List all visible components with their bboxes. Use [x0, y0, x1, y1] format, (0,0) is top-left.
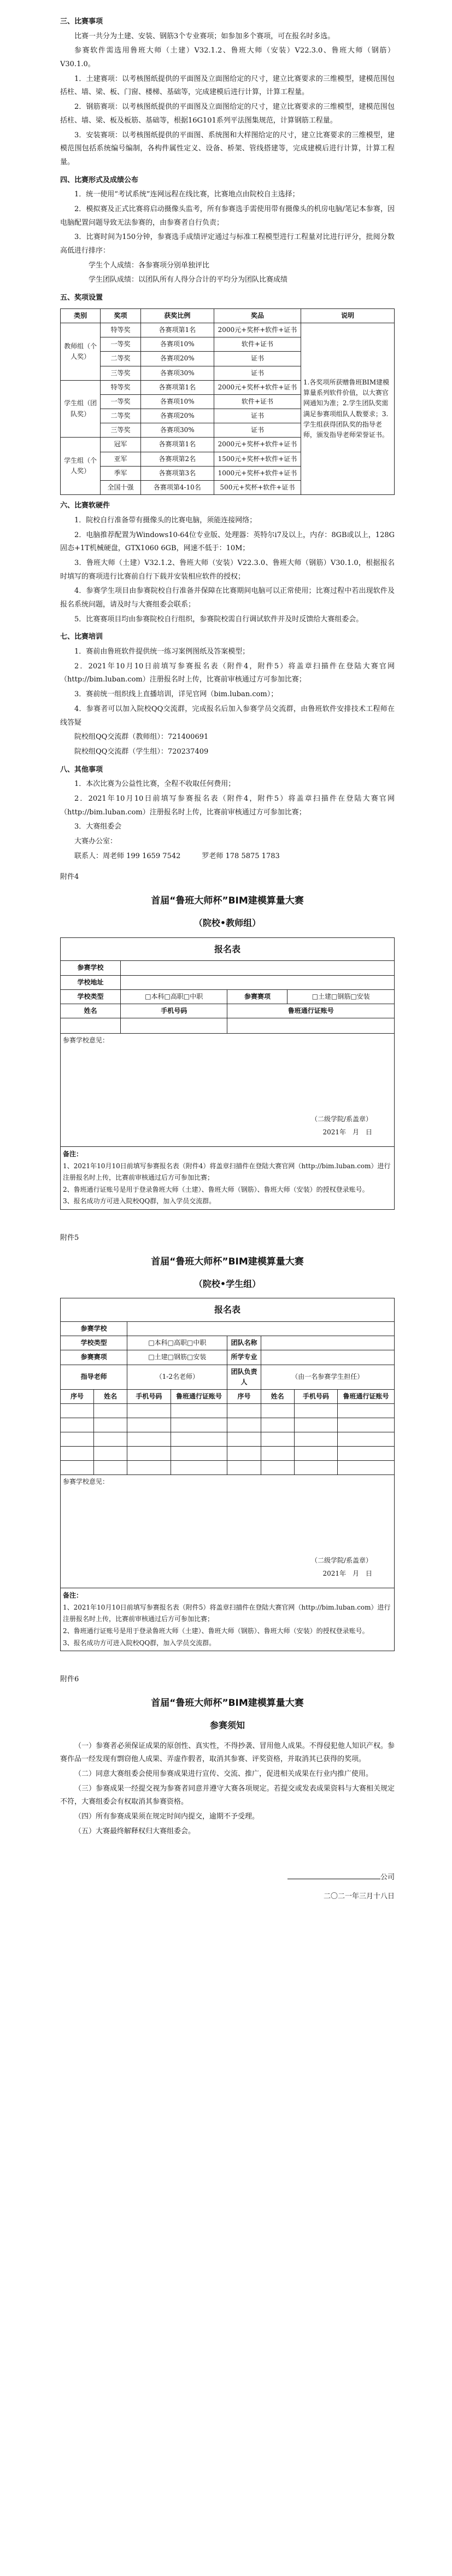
name-field[interactable]: [61, 1018, 121, 1034]
table-row: [61, 1404, 395, 1418]
cell[interactable]: [94, 1418, 127, 1432]
paragraph: 1．赛前由鲁班软件提供统一练习案例图纸及答案模型；: [74, 648, 250, 656]
phone-field[interactable]: [120, 1018, 227, 1034]
paragraph: 2．模拟赛及正式比赛将启动摄像头监考，所有参赛选手需使用带有摄像头的机房电脑/笔记本参赛，因电脑配置问题导致无法参赛的，由参赛者自行负责；: [60, 205, 395, 227]
qq-group-teacher: 院校组QQ交流群（教师组）：721400691: [74, 733, 209, 742]
school-opinion-cell: [61, 1475, 395, 1588]
cell[interactable]: [294, 1418, 337, 1432]
column-header: 鲁班通行证账号: [171, 1389, 227, 1403]
paragraph: 1．院校自行准备带有摄像头的比赛电脑，须能连接网络；: [74, 516, 257, 524]
table-cell: 各赛项10%: [140, 394, 214, 409]
cell[interactable]: [261, 1404, 294, 1418]
note-item: 1、2021年10月10日前填写参赛报名表（附件5）将盖章扫描件在登陆大赛官网（http://bim.luban.com）进行注册报名时上传，比赛前审核通过后方可参加比赛；: [63, 1603, 391, 1623]
paragraph: （五）大赛最终解释权归大赛组委会。: [74, 1827, 196, 1835]
form-label: 姓名: [61, 1004, 121, 1018]
section-5-title: 五、奖项设置: [60, 294, 103, 302]
table-cell: 软件+证书: [214, 337, 301, 352]
paragraph: 5．比赛赛项目均由参赛院校自行组织，参赛院校需自行调试软件并及时反馈给大赛组委会。: [74, 615, 363, 623]
table-cell: 亚军: [101, 452, 140, 466]
form-label: 参赛赛项: [61, 1350, 127, 1365]
paragraph: （四）所有参赛成果须在规定时间内提交，逾期不予受理。: [74, 1812, 260, 1821]
table-row: [61, 1461, 395, 1475]
header-cell: 类别: [61, 308, 101, 323]
cell[interactable]: [171, 1418, 227, 1432]
teacher-hint[interactable]: （1-2名老师）: [127, 1365, 227, 1389]
header-cell: 奖品: [214, 308, 301, 323]
table-row: [61, 1432, 395, 1447]
stamp-label: （二级学院/系盖章）: [310, 1557, 372, 1565]
table-cell: 2000元+奖杯+软件+证书: [214, 323, 301, 337]
attachment-5-label: 附件5: [60, 1234, 79, 1243]
table-cell: 三等奖: [101, 423, 140, 438]
table-cell: 证书: [214, 423, 301, 438]
company-label: 公司: [380, 1873, 395, 1882]
table-header-row: [61, 308, 395, 323]
paragraph: 3．比赛时间为150分钟，参赛选手成绩评定通过与标准工程模型进行工程量对比进行评分，批阅分数高低进行排序：: [60, 233, 395, 255]
cell[interactable]: [227, 1404, 261, 1418]
cell[interactable]: [94, 1404, 127, 1418]
cell[interactable]: [61, 1447, 94, 1461]
paragraph: 大赛办公室：: [74, 837, 118, 846]
cell[interactable]: [127, 1461, 171, 1475]
table-cell: 各赛项第4-10名: [140, 481, 214, 495]
cell[interactable]: [127, 1447, 171, 1461]
column-header: 手机号码: [127, 1389, 171, 1403]
cell[interactable]: [261, 1432, 294, 1447]
paragraph: 参赛软件需选用鲁班大师（土建）V32.1.2、鲁班大师（安装）V22.3.0、鲁班大师（钢筋）V30.1.0。: [60, 46, 395, 69]
form-label: 鲁班通行证账号: [227, 1004, 395, 1018]
paragraph: 1．本次比赛为公益性比赛，全程不收取任何费用；: [74, 780, 236, 789]
table-cell: 2000元+奖杯+软件+证书: [214, 380, 301, 394]
table-cell: 证书: [214, 366, 301, 380]
table-cell: 各赛项10%: [140, 337, 214, 352]
cell[interactable]: [171, 1461, 227, 1475]
cell[interactable]: [171, 1404, 227, 1418]
cell[interactable]: [338, 1447, 395, 1461]
notes-cell: [61, 1147, 395, 1210]
table-cell: 季军: [101, 466, 140, 480]
paragraph: （三）参赛成果一经提交视为参赛者同意并遵守大赛各项规定。若提交或发表成果资料与大赛相关规定不符，大赛组委会有权取消其参赛资格。: [60, 1784, 395, 1806]
form-label: 团队名称: [227, 1336, 261, 1350]
paragraph: 3．赛前统一组织线上直播培训，详见官网（bim.luban.com）；: [74, 690, 278, 699]
opinion-label: 参赛学校意见：: [63, 1478, 109, 1486]
form-label: 手机号码: [120, 1004, 227, 1018]
cell[interactable]: [227, 1461, 261, 1475]
paragraph: 学生个人成绩：各参赛项分别单独评比: [89, 261, 210, 270]
form-label: 参赛学校: [61, 1322, 127, 1336]
date-label: 2021年 月 日: [322, 1570, 372, 1578]
cell[interactable]: [61, 1432, 94, 1447]
table-cell: 1500元+奖杯+软件+证书: [214, 452, 301, 466]
category-cell: 学生组（个人奖）: [61, 438, 101, 495]
cell[interactable]: [294, 1432, 337, 1447]
note-item: 1、2021年10月10日前填写参赛报名表（附件4）将盖章扫描件在登陆大赛官网（http://bim.luban.com）进行注册报名时上传，比赛前审核通过后方可参加比赛；: [63, 1162, 391, 1182]
signature-date: 二〇二一年三月十八日: [323, 1892, 395, 1901]
header-cell: 获奖比例: [140, 308, 214, 323]
school-field[interactable]: [120, 961, 394, 975]
school-field[interactable]: [127, 1322, 395, 1336]
cell[interactable]: [127, 1432, 171, 1447]
table-row: [61, 323, 395, 337]
opinion-label: 参赛学校意见：: [63, 1036, 109, 1045]
cell[interactable]: [227, 1432, 261, 1447]
awards-table: [60, 308, 395, 495]
event-options[interactable]: □土建□钢筋□安装: [287, 989, 395, 1004]
header-cell: 奖项: [101, 308, 140, 323]
cell[interactable]: [338, 1461, 395, 1475]
cell[interactable]: [61, 1461, 94, 1475]
category-cell: 学生组（团队奖）: [61, 380, 101, 438]
table-row: [61, 1418, 395, 1432]
section-8-title: 八、其他事项: [60, 765, 103, 774]
address-field[interactable]: [120, 975, 394, 989]
form-label: 参赛学校: [61, 961, 121, 975]
column-header: 姓名: [261, 1389, 294, 1403]
section-4-title: 四、比赛形式及成绩公布: [60, 176, 139, 184]
account-field[interactable]: [227, 1018, 395, 1034]
table-cell: 全国十强: [101, 481, 140, 495]
table-cell: 二等奖: [101, 409, 140, 423]
attachment-5-subtitle: （院校•学生组）: [193, 1279, 261, 1290]
form-label: 学校类型: [61, 1336, 127, 1350]
table-row: [61, 1447, 395, 1461]
table-cell: 三等奖: [101, 366, 140, 380]
paragraph: （一）参赛者必须保证成果的原创性、真实性，不得抄袭、冒用他人成果。不得侵犯他人知识产权。参赛作品一经发现有剽窃他人成果、弄虚作假者，取消其参赛、评奖资格，并取消其已获得的奖项。: [60, 1741, 395, 1764]
table-cell: 各赛项30%: [140, 366, 214, 380]
section-7-title: 七、比赛培训: [60, 633, 103, 642]
column-header: 序号: [61, 1389, 94, 1403]
note-item: 3、报名成功方可进入院校QQ群，加入学员交流群。: [63, 1197, 216, 1205]
student-registration-form: [60, 1298, 395, 1651]
paragraph: 2．2021年10月10日前填写参赛报名表（附件4，附件5）将盖章扫描件在登陆大赛官网（http://bim.luban.com）注册报名时上传，比赛前审核通过方可参加比赛；: [60, 794, 395, 817]
cell[interactable]: [94, 1461, 127, 1475]
cell[interactable]: [338, 1418, 395, 1432]
form-label: 所学专业: [227, 1350, 261, 1365]
notes-cell: 1.各奖项所获赠鲁班BIM建模算量系列软件价值，以大赛官网通知为准；2.学生团队奖需满足参赛项组队人数要求；3.学生组获得团队奖的指导老师，颁发指导老师荣誉证书。: [301, 323, 394, 494]
table-cell: 2000元+奖杯+软件+证书: [214, 438, 301, 452]
attachment-6-title: 首届“鲁班大师杯”BIM建模算量大赛: [151, 1697, 304, 1709]
table-cell: 各赛项第1名: [140, 380, 214, 394]
teacher-registration-form: [60, 937, 395, 1210]
table-cell: 各赛项第1名: [140, 438, 214, 452]
cell[interactable]: [127, 1404, 171, 1418]
paragraph: 2．电脑推荐配置为Windows10-64位专业版、处理器：英特尔i7及以上，内存：8GB或以上，128G固态+1T机械硬盘，GTX1060 6GB，网速不低于：10M；: [60, 531, 395, 553]
table-cell: 特等奖: [101, 380, 140, 394]
school-opinion-cell: [61, 1034, 395, 1147]
cell[interactable]: [294, 1447, 337, 1461]
column-header: 鲁班通行证账号: [338, 1389, 395, 1403]
cell[interactable]: [338, 1404, 395, 1418]
table-cell: 软件+证书: [214, 394, 301, 409]
cell[interactable]: [127, 1418, 171, 1432]
leader-hint[interactable]: （由一名参赛学生担任）: [261, 1365, 394, 1389]
qq-group-student: 院校组QQ交流群（学生组）：720237409: [74, 747, 209, 756]
major-field[interactable]: [261, 1350, 394, 1365]
section-3-title: 三、比赛事项: [60, 18, 103, 26]
form-title: 报名表: [61, 937, 395, 961]
school-type-options[interactable]: □本科□高职□中职: [127, 1336, 227, 1350]
column-header: 序号: [227, 1389, 261, 1403]
cell[interactable]: [94, 1432, 127, 1447]
paragraph: 比赛一共分为土建、安装、钢筋3个专业赛项；如参加多个赛项，可在报名时多选。: [74, 32, 335, 40]
cell[interactable]: [261, 1447, 294, 1461]
note-item: 2、鲁班通行证账号是用于登录鲁班大师（土建）、鲁班大师（钢筋）、鲁班大师（安装）的授权登录账号。: [63, 1185, 369, 1193]
table-cell: 500元+奖杯+软件+证书: [214, 481, 301, 495]
cell[interactable]: [261, 1418, 294, 1432]
notes-title: 备注：: [63, 1150, 83, 1158]
paragraph: 3．安装赛项：以考核图纸提供的平面图、系统图和大样图给定的尺寸，建立比赛要求的三维模型，建模范围包括系统编号编制，各构件属性定义、设备、桥架、管线搭建等，完成建模后进行计算，计算工程量。: [60, 131, 395, 166]
attachment-6-label: 附件6: [60, 1675, 79, 1684]
table-cell: 1000元+奖杯+软件+证书: [214, 466, 301, 480]
paragraph: 4．参赛学生项目由参赛院校自行准备并保障在比赛期间电脑可以正常使用；比赛过程中若出现软件及报名系统问题，请及时与大赛组委会联系；: [60, 587, 395, 609]
cell[interactable]: [227, 1418, 261, 1432]
column-header: 手机号码: [294, 1389, 337, 1403]
paragraph: 学生团队成绩：以团队所有人得分合计的平均分为团队比赛成绩: [89, 276, 288, 284]
form-label: 指导老师: [61, 1365, 127, 1389]
date-label: 2021年 月 日: [322, 1128, 372, 1137]
table-cell: 一等奖: [101, 394, 140, 409]
table-cell: 各赛项30%: [140, 423, 214, 438]
paragraph: 2．钢筋赛项：以考核图纸提供的平面图及立面图给定的尺寸，建立比赛要求的三维模型，建模范围包括柱、墙、梁、板及板筋、基础等，根据16G101系列平法图集规范，计算钢筋工程量。: [60, 103, 395, 125]
form-label: 参赛赛项: [227, 989, 287, 1004]
form-label: 团队负责人: [227, 1365, 261, 1389]
cell[interactable]: [61, 1418, 94, 1432]
signature-block: [60, 1871, 395, 1903]
form-label: 学校地址: [61, 975, 121, 989]
category-cell: 教师组（个人奖）: [61, 323, 101, 380]
table-cell: 一等奖: [101, 337, 140, 352]
team-name-field[interactable]: [261, 1336, 394, 1350]
table-cell: 各赛项20%: [140, 409, 214, 423]
paragraph: 1．土建赛项：以考核图纸提供的平面图及立面图给定的尺寸，建立比赛要求的三维模型，建模范围包括柱、墙、梁、板、门窗、楼梯、基础等，完成建模后进行计算，计算工程量。: [60, 74, 395, 97]
form-label: 学校类型: [61, 989, 121, 1004]
table-cell: 证书: [214, 352, 301, 366]
cell[interactable]: [294, 1461, 337, 1475]
note-item: 2、鲁班通行证账号是用于登录鲁班大师（土建）、鲁班大师（钢筋）、鲁班大师（安装）的授权登录账号。: [63, 1627, 369, 1635]
header-cell: 说明: [301, 308, 394, 323]
attachment-5-title: 首届“鲁班大师杯”BIM建模算量大赛: [151, 1256, 304, 1267]
notes-title: 备注：: [63, 1592, 83, 1600]
cell[interactable]: [94, 1447, 127, 1461]
table-cell: 二等奖: [101, 352, 140, 366]
paragraph: （二）同意大赛组委会使用参赛成果进行宣传、交流、推广，促进相关成果在行业内推广使用。: [74, 1769, 373, 1778]
attachment-4-subtitle: （院校•教师组）: [193, 918, 261, 929]
paragraph: 3．大赛组委会: [74, 823, 122, 831]
paragraph: 3．鲁班大师（土建）V32.1.2、鲁班大师（安装）V22.3.0、鲁班大师（钢筋）V30.1.0，根据报名时填写的赛项进行比赛前自行下载并安装相应软件的授权；: [60, 558, 395, 581]
signature-line: [287, 1872, 380, 1879]
table-cell: 各赛项第1名: [140, 323, 214, 337]
paragraph: 2．2021年10月10日前填写参赛报名表（附件4，附件5）将盖章扫描件在登陆大赛官网（http://bim.luban.com）注册报名时上传，比赛前审核通过方可参加比赛；: [60, 662, 395, 684]
paragraph: 4．参赛者可以加入院校QQ交流群，完成报名后加入参赛学员交流群，由鲁班软件安排技术工程师在线答疑: [60, 704, 395, 727]
cell[interactable]: [61, 1404, 94, 1418]
table-cell: 各赛项第2名: [140, 452, 214, 466]
cell[interactable]: [171, 1447, 227, 1461]
form-title: 报名表: [61, 1298, 395, 1322]
column-header: 姓名: [94, 1389, 127, 1403]
notes-cell: [61, 1588, 395, 1651]
cell[interactable]: [227, 1447, 261, 1461]
cell[interactable]: [338, 1432, 395, 1447]
table-cell: 证书: [214, 409, 301, 423]
table-cell: 各赛项20%: [140, 352, 214, 366]
cell[interactable]: [171, 1432, 227, 1447]
cell[interactable]: [294, 1404, 337, 1418]
table-cell: 各赛项第3名: [140, 466, 214, 480]
contact-line: 联系人：周老师 199 1659 7542 罗老师 178 5875 1783: [74, 852, 280, 860]
attachment-6-subtitle: 参赛须知: [209, 1720, 245, 1731]
attachment-4-label: 附件4: [60, 873, 79, 882]
paragraph: 1．统一使用“考试系统”连网远程在线比赛，比赛地点由院校自主选择；: [74, 190, 300, 199]
section-6-title: 六、比赛软硬件: [60, 502, 110, 510]
event-options[interactable]: □土建□钢筋□安装: [127, 1350, 227, 1365]
table-cell: 特等奖: [101, 323, 140, 337]
table-cell: 冠军: [101, 438, 140, 452]
cell[interactable]: [261, 1461, 294, 1475]
school-type-options[interactable]: □本科□高职□中职: [120, 989, 227, 1004]
attachment-4-title: 首届“鲁班大师杯”BIM建模算量大赛: [151, 895, 304, 907]
note-item: 3、报名成功方可进入院校QQ群，加入学员交流群。: [63, 1639, 216, 1647]
stamp-label: （二级学院/系盖章）: [310, 1115, 372, 1123]
